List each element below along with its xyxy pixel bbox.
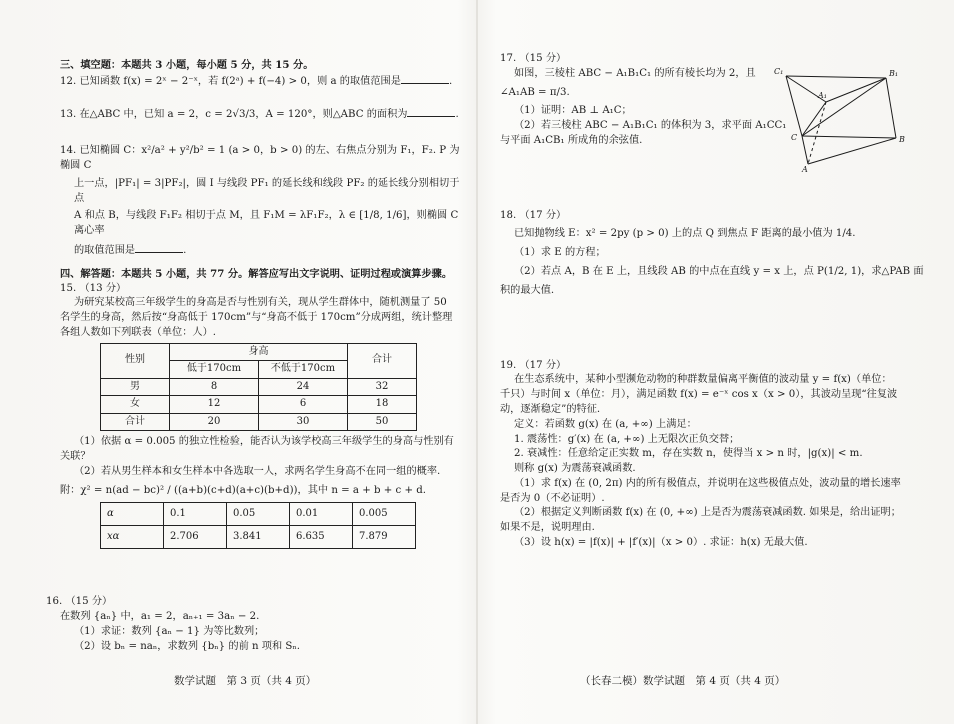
question-16-part-2: （2）设 bₙ = naₙ，求数列 {bₙ} 的前 n 项和 Sₙ. xyxy=(74,640,301,652)
question-15-text: 为研究某校高三年级学生的身高是否与性别有关，现从学生群体中，随机测量了 50 xyxy=(74,297,447,309)
question-14-line-2: 上一点，|PF₁| = 3|PF₂|，圆 I 与线段 PF₁ 的延长线和线段 PF₂ 的延长线分别相切于点 xyxy=(74,177,460,204)
answer-blank xyxy=(407,106,455,117)
question-15-part-2: （2）若从男生样本和女生样本中各选取一人，求两名学生身高不在同一组的概率. xyxy=(74,465,441,477)
table-header-gender: 性别 xyxy=(101,343,170,378)
label-a1: A₁ xyxy=(818,91,827,100)
label-b1: B₁ xyxy=(889,69,899,78)
edge-ca xyxy=(802,136,808,164)
table-header-height: 身高 xyxy=(170,343,348,361)
edge-a1c xyxy=(802,102,826,136)
question-17-heading: 17. （15 分） xyxy=(500,53,567,64)
question-18-text: 已知抛物线 E：x² = 2py (p > 0) 上的点 Q 到焦点 F 距离的最小值为 1/4. xyxy=(514,228,856,240)
edge-ab xyxy=(808,138,896,164)
edge-bb1 xyxy=(886,78,896,138)
table-row: 女 12 6 18 xyxy=(101,396,417,414)
chi-square-formula: 附：χ² = n(ad − bc)² / ((a+b)(c+d)(a+c)(b+d))，其中 n = a + b + c + d. xyxy=(60,484,426,496)
question-19-text: 千只）与时间 x（单位：月），满足函数 f(x) = e⁻ˣ cos x（x > 0），其波动呈现“往复波 xyxy=(500,389,898,401)
question-15-heading: 15. （13 分） xyxy=(60,282,127,294)
label-c: C xyxy=(791,133,798,142)
question-19-definition: 1. 震荡性：g′(x) 在 (a, +∞) 上无限次正负交替； xyxy=(514,433,740,445)
question-18-part-2: 积的最大值. xyxy=(500,284,555,296)
edge-c1b1 xyxy=(786,76,886,78)
question-19-part-3: （3）设 h(x) = |f(x)| + |f′(x)|（x > 0）. 求证：h(x) 无最大值. xyxy=(514,536,808,548)
question-17-text: 如图，三棱柱 ABC − A₁B₁C₁ 的所有棱长均为 2，且 xyxy=(514,67,756,79)
question-18-part-2: （2）若点 A，B 在 E 上，且线段 AB 的中点在直线 y = x 上，点 P(1/2, 1)，求△PAB 面 xyxy=(514,266,924,278)
question-14-line-1: 14. 已知椭圆 C：x²/a² + y²/b² = 1 (a > 0，b > 0) 的左、右焦点分别为 F₁，F₂. P 为椭圆 C xyxy=(60,145,460,172)
question-19-text: 在生态系统中，某种小型濒危动物的种群数量偏离平衡值的波动量 y = f(x)（单位： xyxy=(514,374,892,386)
label-a: A xyxy=(802,165,808,174)
question-19-part-1: 是否为 0（不必证明）. xyxy=(500,492,605,504)
section-3-title: 三、填空题：本题共 3 小题，每小题 5 分，共 15 分。 xyxy=(60,59,314,71)
question-15-part-1: （1）依据 α = 0.005 的独立性检验，能否认为该学校高三年级学生的身高与性别有 xyxy=(74,436,454,448)
contingency-table xyxy=(100,343,417,432)
edge-aa1 xyxy=(808,102,826,164)
table-header-total: 合计 xyxy=(348,343,417,378)
question-19-part-1: （1）求 f(x) 在 (0, 2π) 内的所有极值点，并说明在这些极值点处，波动量的增长速率 xyxy=(514,477,901,489)
question-17-text: ∠A₁AB = π/3. xyxy=(500,86,570,98)
question-15-part-1: 关联？ xyxy=(60,451,91,462)
question-19-text: 动，逐渐稳定”的特征. xyxy=(500,403,601,415)
table-row: xα 2.706 3.841 6.635 7.879 xyxy=(101,526,416,549)
question-19-part-2: （2）根据定义判断函数 f(x) 在 (0, +∞) 上是否为震荡衰减函数. 如果是，给出证明； xyxy=(514,507,901,519)
critical-value-table xyxy=(100,502,416,549)
question-12: 12. 已知函数 f(x) = 2ˣ − 2⁻ˣ，若 f(2ᵃ) + f(−4) > 0，则 a 的取值范围是 . xyxy=(60,73,460,90)
label-c1: C₁ xyxy=(774,67,784,76)
page-3 xyxy=(46,58,460,654)
question-15-text: 名学生的身高，然后按“身高低于 170cm”与“身高不低于 170cm”分成两组，统计整理 xyxy=(60,312,453,324)
question-19-definition: 定义：若函数 g(x) 在 (a, +∞) 上满足： xyxy=(514,418,697,430)
table-row: 男 8 24 32 xyxy=(101,378,417,396)
question-14-line-4: 的取值范围是 . xyxy=(60,242,460,259)
question-16-heading: 16. （15 分） xyxy=(46,596,113,608)
label-b: B xyxy=(899,135,905,144)
section-4-title: 四、解答题：本题共 5 小题，共 77 分。解答应写出文字说明、证明过程或演算步骤。 xyxy=(60,267,453,280)
question-13: 13. 在△ABC 中，已知 a = 2，c = 2√3/3，A = 120°，则△ABC 的面积为 . xyxy=(60,106,460,123)
answer-blank xyxy=(135,242,183,253)
table-header-notbelow: 不低于170cm xyxy=(259,361,348,379)
question-19-heading: 19. （17 分） xyxy=(500,359,567,371)
prism-figure xyxy=(768,64,918,174)
page-fold xyxy=(476,0,478,724)
question-19-definition: 2. 衰减性：任意给定正实数 m，存在实数 n，使得当 x > n 时，|g(x)| < m. xyxy=(514,448,863,460)
question-18-heading: 18. （17 分） xyxy=(500,209,567,221)
question-14-line-3: A 和点 B，与线段 F₁F₂ 相切于点 M，且 F₁M = λF₁F₂，λ ∈ [1/8, 1/6]，则椭圆 C 离心率 xyxy=(74,210,459,237)
table-row: 合计 20 30 50 xyxy=(101,413,417,431)
question-17-part-2: 与平面 A₁CB₁ 所成角的余弦值. xyxy=(500,134,643,146)
question-19-definition: 则称 g(x) 为震荡衰减函数. xyxy=(514,463,636,475)
answer-blank xyxy=(401,73,449,84)
question-17-part-1: （1）证明：AB ⊥ A₁C； xyxy=(514,105,632,117)
page-3-footer: 数学试题 第 3 页（共 4 页） xyxy=(174,675,317,687)
question-18-part-1: （1）求 E 的方程； xyxy=(514,247,606,259)
question-16-part-1: （1）求证：数列 {aₙ − 1} 为等比数列； xyxy=(74,625,265,637)
edge-cb1 xyxy=(802,78,886,136)
table-header-below: 低于170cm xyxy=(170,361,259,379)
question-17-part-2: （2）若三棱柱 ABC − A₁B₁C₁ 的体积为 3，求平面 A₁CC₁ xyxy=(514,120,787,132)
question-16-text: 在数列 {aₙ} 中，a₁ = 2，aₙ₊₁ = 3aₙ − 2. xyxy=(60,611,260,623)
question-15-text: 各组人数如下列联表（单位：人）. xyxy=(60,326,217,338)
page-4-footer: （长春二模）数学试题 第 4 页（共 4 页） xyxy=(580,675,786,687)
question-19-part-2: 如果不是，说明理由. xyxy=(500,522,595,534)
table-row: α 0.1 0.05 0.01 0.005 xyxy=(101,503,416,526)
